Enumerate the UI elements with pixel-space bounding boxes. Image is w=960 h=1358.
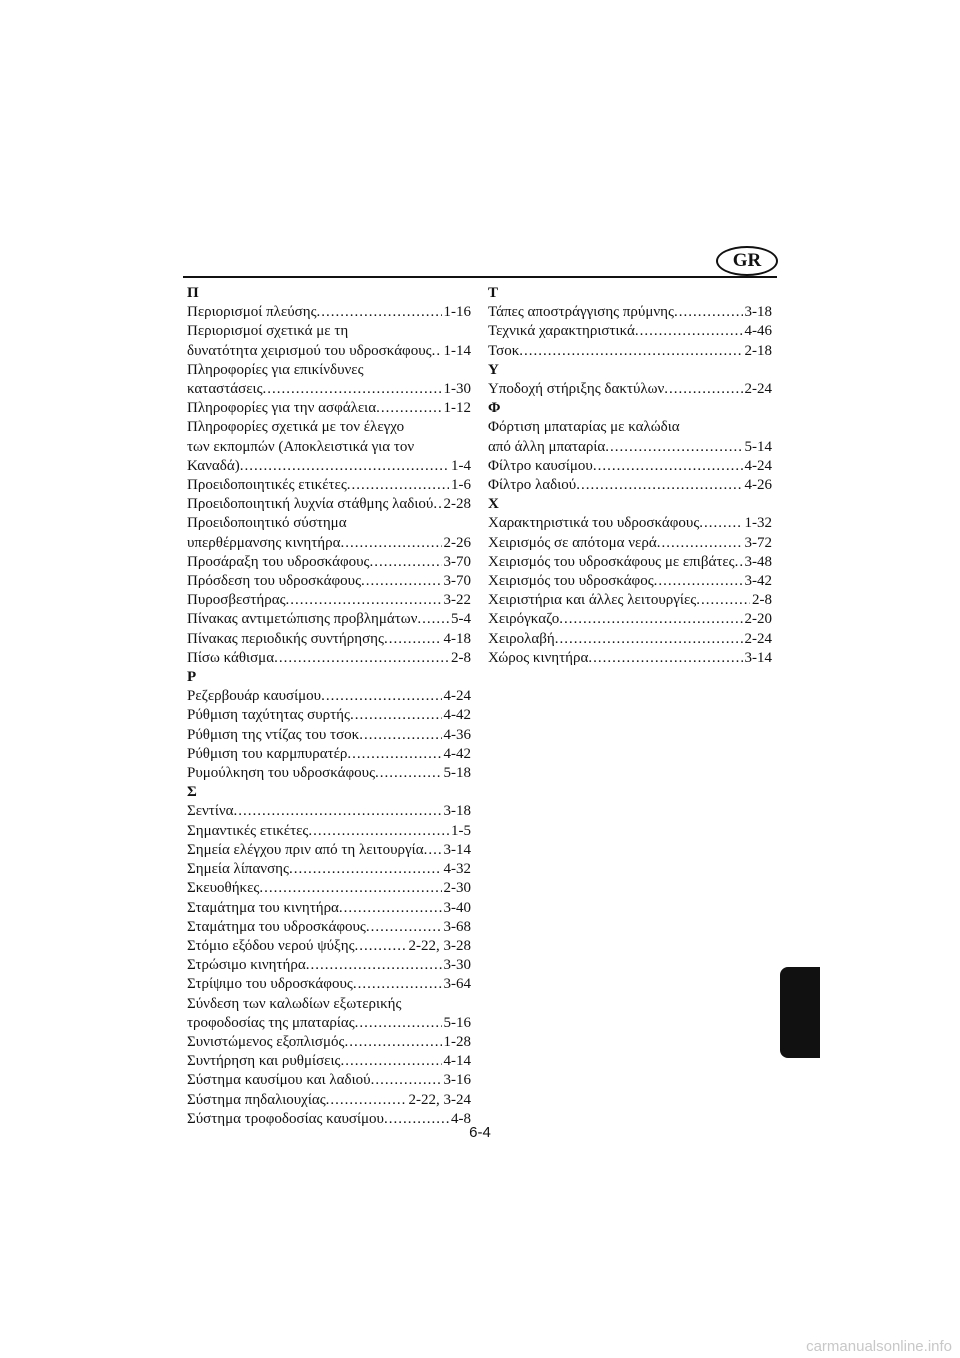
index-entry-page: 2-30 (443, 880, 471, 897)
index-entry-page: 3-64 (443, 976, 471, 993)
index-entry-page: 2-18 (744, 342, 772, 359)
index-entry (187, 514, 471, 552)
dot-leader (289, 860, 442, 879)
index-entry (187, 553, 471, 572)
index-column-right (488, 284, 772, 668)
index-letter-heading: Ρ (187, 669, 197, 686)
index-entry-page: 3-14 (443, 841, 471, 858)
index-entry-text: Χώρος κινητήρα (488, 649, 589, 666)
index-entry-page: 2-8 (752, 592, 772, 609)
index-letter-heading: Χ (488, 496, 499, 513)
index-entry-text: Σύστημα τροφοδοσίας καυσίμου (187, 1110, 384, 1127)
index-entry (187, 610, 471, 629)
index-entry-page: 1-30 (443, 381, 471, 398)
index-entry-text: Ρεζερβουάρ καυσίμου (187, 688, 322, 705)
dot-leader (674, 303, 743, 322)
dot-leader (366, 918, 442, 937)
index-entry (187, 649, 471, 668)
index-entry-text: Σημαντικές ετικέτες (187, 822, 309, 839)
dot-leader (576, 476, 742, 495)
dot-leader (519, 342, 742, 361)
index-entry-text: Σύστημα καυσίμου και λαδιού (187, 1072, 371, 1089)
index-entry-page: 2-26 (443, 534, 471, 551)
index-entry-text: Χαρακτηριστικά του υδροσκάφους (488, 515, 700, 532)
index-entry (488, 322, 772, 341)
dot-leader (308, 822, 449, 841)
index-entry (187, 476, 471, 495)
index-entry-page: 1-6 (451, 477, 471, 494)
dot-leader (359, 726, 441, 745)
index-entry (187, 956, 471, 975)
index-entry-page: 3-70 (443, 573, 471, 590)
index-entry (488, 610, 772, 629)
dot-leader (664, 380, 742, 399)
index-entry-page: 4-18 (443, 630, 471, 647)
dot-leader (347, 745, 441, 764)
index-entry (488, 630, 772, 649)
index-letter-heading: Π (187, 285, 199, 301)
header-rule (183, 276, 777, 278)
index-entry-text: Πίνακας αντιμετώπισης προβλημάτων (187, 611, 418, 628)
dot-leader (355, 1014, 442, 1033)
dot-leader (353, 975, 442, 994)
index-entry (488, 342, 772, 361)
index-entry-page: 3-72 (744, 534, 772, 551)
dot-leader (605, 438, 742, 457)
index-entry-page: 3-42 (744, 573, 772, 590)
section-thumb-tab (780, 967, 820, 1058)
dot-leader (344, 1033, 441, 1052)
index-entry-text: Στρίψιμο του υδροσκάφους (187, 976, 353, 993)
dot-leader (375, 764, 441, 783)
watermark: carmanualsonline.info (806, 1338, 952, 1355)
index-entry-page: 3-22 (443, 592, 471, 609)
index-entry (187, 399, 471, 418)
index-entry-text: Σημεία ελέγχου πριν από τη λειτουργία (187, 841, 424, 858)
index-entry-text: Συντήρηση και ρυθμίσεις (187, 1053, 341, 1070)
index-entry-page: 3-48 (744, 553, 772, 570)
index-entry-text: Πληροφορίες σχετικά με τον έλεγχο (187, 419, 405, 436)
index-entry-text: Χειρισμός του υδροσκάφους με επιβάτες (488, 553, 735, 570)
index-entry-text: Τσοκ (488, 342, 520, 359)
index-entry-page: 3-16 (443, 1072, 471, 1089)
index-entry (187, 860, 471, 879)
dot-leader (369, 553, 441, 572)
index-entry-page: 2-20 (744, 611, 772, 628)
index-entry-text: Πληροφορίες για επικίνδυνες (187, 361, 364, 378)
index-entry-text: δυνατότητα χειρισμού του υδροσκάφους (187, 342, 432, 359)
index-entry (187, 706, 471, 725)
index-entry (187, 630, 471, 649)
index-entry (187, 745, 471, 764)
page-number: 6-4 (469, 1124, 491, 1141)
dot-leader (339, 899, 442, 918)
index-letter-heading: Υ (488, 361, 499, 378)
index-entry-text: Ρύθμιση του καρμπυρατέρ (187, 745, 348, 762)
dot-leader (588, 649, 742, 668)
index-entry-text: τροφοδοσίας της μπαταρίας (187, 1014, 355, 1031)
index-entry-page: 4-26 (744, 477, 772, 494)
index-entry (488, 572, 772, 591)
index-letter-heading: Σ (187, 784, 197, 801)
index-entry-page: 3-30 (443, 957, 471, 974)
index-entry-text: Πίνακας περιοδικής συντήρησης (187, 630, 384, 647)
index-entry (488, 534, 772, 553)
index-entry (187, 802, 471, 821)
index-entry-text: Πίσω κάθισμα (187, 649, 275, 666)
index-entry-page: 3-18 (443, 803, 471, 820)
index-entry-text: Χειρισμός του υδροσκάφος (488, 573, 654, 590)
index-entry-page: 4-24 (744, 457, 772, 474)
index-entry-text: Στρώσιμο κινητήρα (187, 957, 306, 974)
index-entry-text: Σύνδεση των καλωδίων εξωτερικής (187, 995, 402, 1012)
index-entry (488, 476, 772, 495)
index-entry-page: 2-8 (451, 649, 471, 666)
index-entry (187, 841, 471, 860)
index-entry-text: Σημεία λίπανσης (187, 861, 289, 878)
index-entry-text: Φίλτρο καυσίμου (488, 457, 593, 474)
index-entry-text: Καναδά) (187, 457, 240, 474)
dot-leader (376, 399, 441, 418)
index-entry (187, 591, 471, 610)
index-entry (488, 514, 772, 533)
dot-leader (654, 572, 743, 591)
index-entry-page: 2-24 (744, 381, 772, 398)
dot-leader (559, 610, 742, 629)
index-entry-page: 4-32 (443, 861, 471, 878)
index-entry (187, 726, 471, 745)
dot-leader (417, 610, 449, 629)
index-entry-page: 5-18 (443, 765, 471, 782)
index-entry-page: 1-32 (744, 515, 772, 532)
dot-leader (234, 802, 442, 821)
index-entry (187, 1052, 471, 1071)
index-entry-page: 1-28 (443, 1033, 471, 1050)
index-entry (187, 879, 471, 898)
index-entry (488, 418, 772, 456)
index-entry (488, 591, 772, 610)
index-entry-text: Ρυμούλκηση του υδροσκάφους (187, 765, 376, 782)
index-entry (187, 918, 471, 937)
index-entry (187, 322, 471, 360)
dot-leader (657, 534, 743, 553)
index-entry-page: 4-8 (451, 1110, 471, 1127)
index-entry-text: Προειδοποιητική λυχνία στάθμης λαδιού (187, 496, 434, 513)
dot-leader (321, 687, 441, 706)
index-entry-text: Πρόσδεση του υδροσκάφους (187, 573, 362, 590)
index-entry-text: Προσάραξη του υδροσκάφους (187, 553, 370, 570)
dot-leader (240, 457, 449, 476)
index-entry-page: 2-22, 3-28 (408, 937, 471, 954)
index-entry-text: Στόμιο εξόδου νερού ψύξης (187, 937, 355, 954)
index-entry-page: 5-16 (443, 1014, 471, 1031)
index-entry-page: 3-40 (443, 899, 471, 916)
index-column-left (187, 284, 471, 1129)
index-entry (187, 764, 471, 783)
dot-leader (433, 495, 441, 514)
index-entry (187, 937, 471, 956)
index-entry-text: Φόρτιση μπαταρίας με καλώδια (488, 419, 680, 436)
index-entry-page: 4-46 (744, 323, 772, 340)
dot-leader (424, 841, 442, 860)
index-entry-page: 1-12 (443, 400, 471, 417)
index-entry (488, 649, 772, 668)
dot-leader (263, 380, 442, 399)
index-entry-text: Σύστημα πηδαλιουχίας (187, 1091, 326, 1108)
index-entry-text: των εκπομπών (Αποκλειστικά για τον (187, 438, 415, 455)
index-entry-page: 1-4 (451, 457, 471, 474)
index-entry (187, 361, 471, 399)
index-entry-text: Τεχνικά χαρακτηριστικά (488, 323, 635, 340)
dot-leader (347, 476, 449, 495)
dot-leader (635, 322, 743, 341)
index-entry-text: Τάπες αποστράγγισης πρύμνης (488, 304, 674, 321)
index-entry-text: Ρύθμιση ταχύτητας συρτής (187, 707, 350, 724)
index-entry (187, 572, 471, 591)
dot-leader (384, 630, 442, 649)
index-entry-page: 1-5 (451, 822, 471, 839)
index-entry (187, 822, 471, 841)
index-entry (488, 303, 772, 322)
index-entry (488, 553, 772, 572)
index-entry (488, 380, 772, 399)
index-entry-page: 5-14 (744, 438, 772, 455)
index-entry (187, 1091, 471, 1110)
index-entry-text: Σεντίνα (187, 803, 234, 820)
index-entry (187, 975, 471, 994)
index-entry-text: Χειριστήρια και άλλες λειτουργίες (488, 592, 697, 609)
index-entry-text: Πυροσβεστήρας (187, 592, 286, 609)
index-entry (187, 495, 471, 514)
index-entry-text: Χειρόγκαζο (488, 611, 560, 628)
dot-leader (350, 706, 442, 725)
dot-leader (361, 572, 441, 591)
dot-leader (306, 956, 442, 975)
index-entry-text: Περιορισμοί πλεύσης (187, 304, 317, 321)
index-entry (187, 687, 471, 706)
index-entry (187, 1033, 471, 1052)
index-entry-text: Συνιστώμενος εξοπλισμός (187, 1033, 345, 1050)
index-entry-text: Σταμάτημα του κινητήρα (187, 899, 339, 916)
index-entry-page: 2-24 (744, 630, 772, 647)
index-entry-text: καταστάσεις (187, 381, 263, 398)
dot-leader (340, 1052, 441, 1071)
index-entry-text: Ρύθμιση της ντίζας του τσοκ (187, 726, 360, 743)
dot-leader (259, 879, 441, 898)
dot-leader (326, 1091, 407, 1110)
index-entry-text: από άλλη μπαταρία (488, 438, 606, 455)
index-entry-page: 3-70 (443, 553, 471, 570)
dot-leader (432, 342, 442, 361)
language-badge: GR (716, 246, 778, 276)
index-entry-page: 2-28 (443, 496, 471, 513)
index-entry-page: 5-4 (451, 611, 471, 628)
dot-leader (735, 553, 743, 572)
index-entry (187, 418, 471, 476)
index-entry-text: Χειρολαβή (488, 630, 555, 647)
index-entry-page: 3-18 (744, 304, 772, 321)
index-entry-page: 4-42 (443, 745, 471, 762)
dot-leader (355, 937, 407, 956)
dot-leader (317, 303, 442, 322)
index-letter-heading: Τ (488, 285, 499, 301)
dot-leader (699, 514, 742, 533)
index-entry-text: Σταμάτημα του υδροσκάφους (187, 918, 366, 935)
dot-leader (593, 457, 743, 476)
index-entry-text: Περιορισμοί σχετικά με τη (187, 323, 349, 340)
index-entry-page: 1-14 (443, 342, 471, 359)
index-letter-heading: Φ (488, 400, 501, 417)
dot-leader (371, 1071, 442, 1090)
index-entry (187, 303, 471, 322)
index-entry (187, 1071, 471, 1090)
index-entry-page: 4-14 (443, 1053, 471, 1070)
dot-leader (555, 630, 743, 649)
index-entry-text: Σκευοθήκες (187, 880, 260, 897)
index-entry-page: 4-36 (443, 726, 471, 743)
index-entry-page: 2-22, 3-24 (408, 1091, 471, 1108)
index-entry-text: Προειδοποιητικό σύστημα (187, 515, 347, 532)
index-entry-page: 4-24 (443, 688, 471, 705)
index-entry-text: Χειρισμός σε απότομα νερά (488, 534, 657, 551)
dot-leader (696, 591, 750, 610)
index-entry-page: 3-14 (744, 649, 772, 666)
index-entry-page: 4-42 (443, 707, 471, 724)
index-entry (488, 457, 772, 476)
index-entry (187, 899, 471, 918)
dot-leader (274, 649, 449, 668)
index-entry-text: Προειδοποιητικές ετικέτες (187, 477, 347, 494)
index-entry-page: 1-16 (443, 304, 471, 321)
index-entry-text: Πληροφορίες για την ασφάλεια (187, 400, 377, 417)
index-entry-text: υπερθέρμανσης κινητήρα (187, 534, 341, 551)
index-entry (187, 995, 471, 1033)
index-entry-text: Υποδοχή στήριξης δακτύλων (488, 381, 665, 398)
index-entry-page: 3-68 (443, 918, 471, 935)
dot-leader (341, 534, 442, 553)
dot-leader (286, 591, 442, 610)
index-entry-text: Φίλτρο λαδιού (488, 477, 577, 494)
